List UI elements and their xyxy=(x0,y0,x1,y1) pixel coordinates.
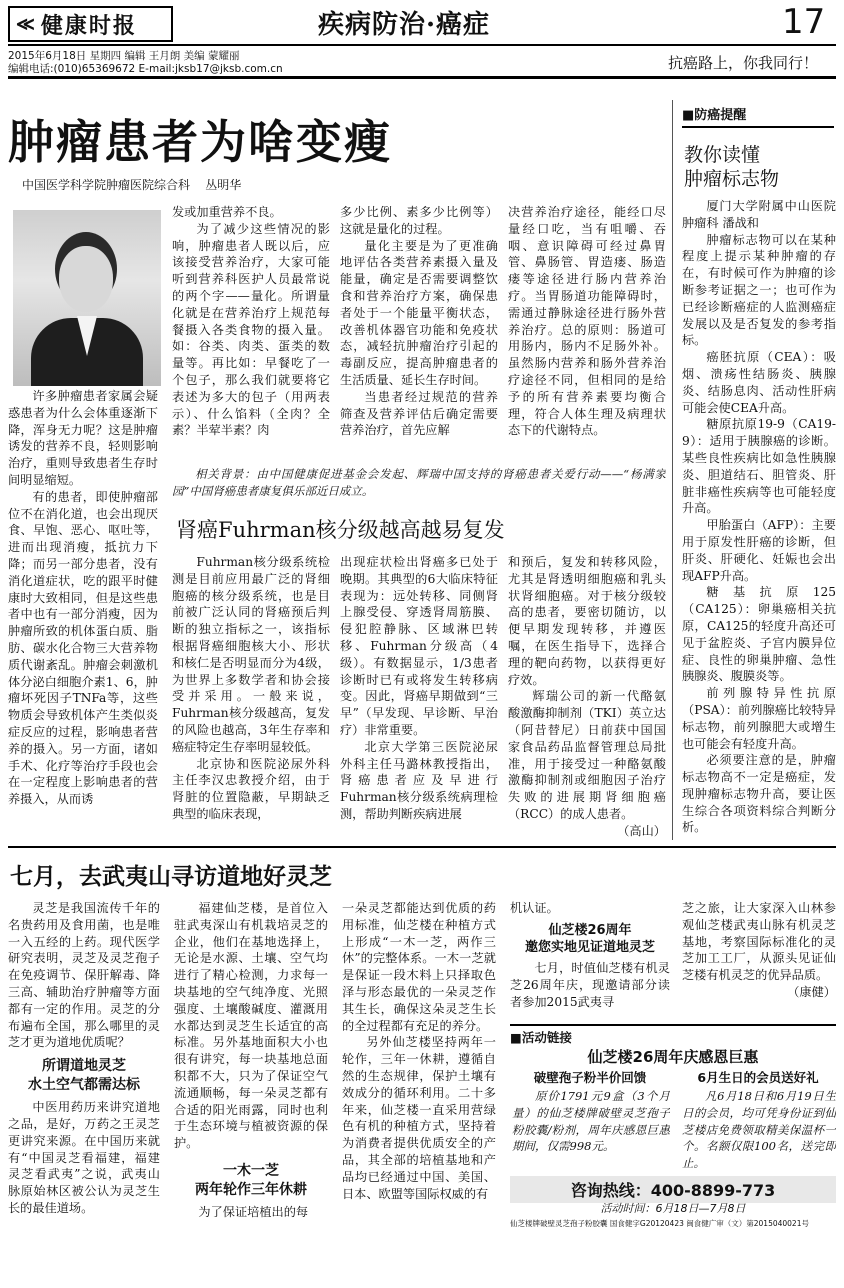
date-line: 2015年6月18日 星期四 编辑 王月朗 美编 蒙耀丽 xyxy=(8,50,240,62)
main-headline: 肿瘤患者为啥变瘦 xyxy=(8,115,392,169)
author-signature: （高山） xyxy=(617,823,666,838)
footnote: 仙芝楼牌破壁灵芝孢子粉胶囊 国食健字G20120423 闽食健广审（文）第2015040021号 xyxy=(510,1219,809,1228)
paragraph: 当患者经过规范的营养筛查及营养评估后确定需要营养治疗，首先应解 xyxy=(340,389,498,438)
main-col-1 xyxy=(8,388,158,840)
activity-right-title: 6月生日的会员送好礼 xyxy=(697,1070,819,1085)
subheading: 两年轮作三年休耕 xyxy=(195,1181,307,1198)
activity-right-text: 凡6月18日和6月19日生日的会员，均可凭身份证到仙芝楼店免费领取精美保温杯一个。名额仅限100名，送完即止。 xyxy=(682,1089,836,1171)
paragraph: 芝之旅，让大家深入山林参观仙芝楼武夷山脉有机灵芝基地，考察国际标准化的灵芝加工工厂，从源头见证仙芝楼有机灵芝的优异品质。 xyxy=(682,901,836,983)
subheading: 一木一芝 xyxy=(223,1162,279,1179)
paragraph: 多少比例、素多少比例等）这就是量化的过程。 xyxy=(340,205,498,236)
activity-left-text: 原价1791元9盒（3个月量）的仙芝楼牌破壁灵芝孢子粉胶囊/粉剂，周年庆感恩巨惠期间，仅需998元。 xyxy=(512,1089,670,1154)
sidebar-headline-2: 肿瘤标志物 xyxy=(684,168,780,190)
activity-title: 仙芝楼26周年庆感恩巨惠 xyxy=(587,1048,759,1066)
sidebar-body xyxy=(682,198,836,840)
paragraph: 发或加重营养不良。 xyxy=(172,205,282,219)
paragraph: 北京协和医院泌尿外科主任李汉忠教授介绍，由于肾脏的位置隐蔽，早期缺乏典型的临床表现， xyxy=(172,756,330,821)
sidebar-headline-1: 教你读懂 xyxy=(684,144,761,166)
hotline: 咨询热线：400-8899-773 xyxy=(510,1176,836,1203)
square-bullet-icon: ■ xyxy=(510,1030,522,1045)
paragraph: 甲胎蛋白（AFP）：主要用于原发性肝癌的诊断，但肝炎、肝硬化、妊娠也会出现AFP升高。 xyxy=(682,518,836,583)
masthead-logo: ≪ 健康时报 xyxy=(8,6,173,42)
paragraph: 决营养治疗途径，能经口尽量经口吃，当有咀嚼、吞咽、意识障碍可经过鼻胃管、鼻肠管、胃造瘘、肠造瘘等途径进行肠内营养治疗。当胃肠道功能障碍时，需通过静脉途径进行肠外营养治疗。总的原则：肠道可用肠内，肠内不足肠外补。虽然肠内营养和肠外营养治疗途径不同，但相同的是给予的所有营养素要均衡合理，符合人体生理及病理状态下的代谢特点。 xyxy=(508,205,666,438)
related-note: 相关背景：由中国健康促进基金会发起、辉瑞中国支持的肾癌患者关爱行动——“杨满家园”中国肾癌患者康复俱乐部近日成立。 xyxy=(172,467,666,498)
lingzhi-col-4 xyxy=(510,900,670,1018)
fuhrman-col-3 xyxy=(508,554,666,840)
author-signature: （康健） xyxy=(787,984,836,999)
paragraph: 糖基抗原125（CA125）：卵巢癌相关抗原，CA125的轻度升高还可见于盆腔炎、子宫内膜异位症、良性的卵巢肿瘤、急性胰腺炎、腹膜炎等。 xyxy=(682,585,836,684)
lingzhi-headline: 七月，去武夷山寻访道地好灵芝 xyxy=(10,863,332,890)
page-number: 17 xyxy=(782,2,826,42)
paragraph: 七月，时值仙芝楼有机灵芝26周年庆，现邀请部分读者参加2015武夷寻 xyxy=(510,961,670,1009)
paragraph: Fuhrman核分级系统检测是目前应用最广泛的肾细胞癌的核分级系统，也是目前被广泛认同的肾癌预后判断的独立指标之一，该指标根据肾癌细胞核大小、形状和核仁是否明显而分为4级，为世界上多数学者和协会接受并采用。一般来说，Fuhrman核分级越高，复发的风险也越高，3年生存率和癌症特定生存率明显较低。 xyxy=(172,555,330,754)
lingzhi-col-2 xyxy=(174,900,328,1262)
paragraph: 肿瘤标志物可以在某种程度上提示某种肿瘤的存在，有时候可作为肿瘤的诊断参考证据之一；也可作为已经诊断癌症的人监测癌症发展以及是否复发的参考指标。 xyxy=(682,232,836,348)
fuhrman-col-2 xyxy=(340,554,498,840)
activity-time: 活动时间：6月18日—7月8日 xyxy=(600,1202,746,1215)
fuhrman-headline: 肾癌Fuhrman核分级越高越易复发 xyxy=(176,518,505,542)
activity-tag: ■活动链接 xyxy=(510,1024,836,1046)
contact-line: 编辑电话:(010)65369672 E-mail:jksb17@jksb.com.cn xyxy=(8,63,283,75)
sidebar-byline: 厦门大学附属中山医院肿瘤科 潘战和 xyxy=(682,199,836,230)
slogan: 抗癌路上，你我同行！ xyxy=(668,54,819,72)
lingzhi-col-1 xyxy=(8,900,160,1262)
paragraph: 为了减少这些情况的影响，肿瘤患者人既以后，应该接受营养治疗，大家可能听到营养科医护人员最常说的两个字——量化。所谓量化就是在营养治疗上规范每餐摄入各类食物的摄入量。如：谷类、肉类、蛋类的数量等。再比如：早餐吃了一个包子，那么我们就要将它表述为多大的包子（用两表示）、什么馅料（全肉？全素？半荤半素？肉 xyxy=(172,221,330,438)
box-title: 仙芝楼26周年 xyxy=(548,922,632,938)
paragraph: 为了保证培植出的每 xyxy=(198,1204,309,1219)
section-rule xyxy=(8,846,836,848)
paragraph: 机认证。 xyxy=(510,901,559,915)
paragraph: 和预后，复发和转移风险，尤其是肾透明细胞癌和乳头状肾细胞癌。对于核分级较高的患者，要密切随访，以便早期发现转移，并遵医嘱，在医生指导下，选择合理的靶向药物，以获得更好疗效。 xyxy=(508,555,666,687)
paragraph: 必须要注意的是，肿瘤标志物高不一定是癌症，发现肿瘤标志物升高，要让医生综合各项资料综合判断分析。 xyxy=(682,753,836,835)
chevron-logo-icon: ≪ xyxy=(16,13,37,35)
box-title: 邀您实地见证道地灵芝 xyxy=(524,939,655,955)
lingzhi-col-3 xyxy=(342,900,496,1262)
sidebar-tag: ■防癌提醒 xyxy=(682,104,834,128)
square-bullet-icon: ■ xyxy=(682,108,695,123)
main-byline: 中国医学科学院肿瘤医院综合科 丛明华 xyxy=(22,178,242,192)
lingzhi-col-5 xyxy=(682,900,836,1018)
paragraph: 前列腺特异性抗原（PSA）：前列腺癌比较特异标志物，前列腺肥大或增生也可能会有轻度升高。 xyxy=(682,686,836,751)
section-title: 疾病防治·癌症 xyxy=(318,10,491,40)
main-col-2 xyxy=(172,204,330,456)
masthead-bottom-rule xyxy=(8,76,836,79)
sidebar-divider xyxy=(672,100,673,840)
paragraph: 有的患者，即使肿瘤部位不在消化道，也会出现厌食、早饱、恶心、呕吐等，进而出现消瘦，抵抗力下降；而另一部分患者，没有消化道症状，吃的跟平时健康时大致相同，但是这些患者中也有一部分消瘦，因为肿瘤所致的机体蛋白质、脂肪、碳水化合物三大营养物质代谢紊乱。肿瘤会刺激机体分泌白细胞介素1、6，肿瘤坏死因子TNFa等，这些物质会导致机体产生类似炎症反应的过程，影响患者营养的摄入。另一方面，诸如手术、化疗等治疗手段也会在一定程度上影响患者的营养摄入，从而诱 xyxy=(8,489,158,807)
main-col-4 xyxy=(508,204,666,456)
paragraph: 许多肿瘤患者家属会疑惑患者为什么会体重逐渐下降，浑身无力呢？这是肿瘤诱发的营养不良，轻则影响治疗，重则导致患者生存时间明显缩短。 xyxy=(8,389,158,487)
paragraph: 另外仙芝楼坚持两年一轮作，三年一休耕，遵循自然的生态规律，保护土壤有效成分的循环利用。二十多年来，仙芝楼一直采用营绿色有机的种植方式，坚持着为消费者提供优质安全的产品，其全部的培植基地和产品均已经通过中国、美国、日本、欧盟等国际权威的有 xyxy=(342,1035,496,1201)
paragraph: 糖原抗原19-9（CA19-9）：适用于胰腺癌的诊断。某些良性疾病比如急性胰腺炎、胆道结石、胆管炎、肝脏非癌性疾病等也可能轻度升高。 xyxy=(682,417,836,516)
paragraph: 北京大学第三医院泌尿外科主任马潞林教授指出，肾癌患者应及早进行Fuhrman核分级系统病理检测，帮助判断疾病进展 xyxy=(340,739,498,821)
paragraph: 福建仙芝楼，是首位入驻武夷深山有机栽培灵芝的企业，他们在基地选择上，无论是水源、土壤、空气均进行了精心检测，力求每一块基地的空气纯净度、光照强度、土壤酸碱度、灌溉用水都达到灵芝生长适宜的高标准。另外基地面积大小也很有讲究，每一块基地总面积都不大，只为了保证空气流通顺畅，每一朵灵芝都有合适的阳光雨露，同时也利于生态环境与植被资源的保护。 xyxy=(174,901,328,1151)
main-col-3 xyxy=(340,204,498,456)
fuhrman-col-1 xyxy=(172,554,330,840)
portrait-photo xyxy=(13,210,161,386)
paragraph: 辉瑞公司的新一代酪氨酸激酶抑制剂（TKI）英立达（阿昔替尼）日前获中国国家食品药品监督管理总局批准，用于接受过一种酪氨酸激酶抑制剂或细胞因子治疗失败的进展期肾细胞癌（RCC）的成人患者。 xyxy=(508,689,666,821)
activity-left-title: 破壁孢子粉半价回馈 xyxy=(533,1070,647,1085)
paragraph: 量化主要是为了更准确地评估各类营养素摄入量及能量，确定是否需要调整饮食和营养治疗方案，确保患者处于一个能量平衡状态，改善机体器官功能和免疫状态，减轻抗肿瘤治疗引起的毒副反应，提高肿瘤患者的生活质量、延长生存时间。 xyxy=(340,238,498,387)
paragraph: 中医用药历来讲究道地之品，是好，万药之王灵芝更讲究来源。在中国历来就有“中国灵芝看福建，福建灵芝看武夷”之说，武夷山脉原始林区被公认为灵芝生长的最佳道场。 xyxy=(8,1100,160,1215)
masthead-rule xyxy=(8,44,836,46)
subheading: 水土空气都需达标 xyxy=(28,1077,140,1094)
subheading: 所谓道地灵芝 xyxy=(42,1058,126,1075)
paragraph: 癌胚抗原（CEA）：吸烟、溃疡性结肠炎、胰腺炎、结肠息肉、活动性肝病可能会使CEA升高。 xyxy=(682,350,836,415)
paragraph: 一朵灵芝都能达到优质的药用标准，仙芝楼在种植方式上形成“一木一芝，两作三休”的完整体系。一木一芝就是保证一段木料上只择取色泽与形态最优的一朵灵芝作其生长，确保这朵灵芝生长的全过程都有充足的养分。 xyxy=(342,901,496,1033)
paragraph: 灵芝是我国流传千年的名贵药用及食用菌，也是唯一入五经的上药。现代医学研究表明，灵芝及灵芝孢子在免疫调节、保肝解毒、降三高、辅助治疗肿瘤等方面都有一定的作用。灵芝的分布遍布全国，那么哪里的灵芝才更为道地优质呢？ xyxy=(8,901,160,1050)
paragraph: 出现症状检出肾癌多已处于晚期。其典型的6大临床特征表现为：远处转移、同侧肾上腺受侵、穿透肾周筋膜、侵犯腔静脉、区域淋巴转移、Fuhrman分级高（4级）。有数据显示，1/3患者诊断时已有或将发生转移病变。因此，肾癌早期做到“三早”（早发现、早诊断、早治疗）非常重要。 xyxy=(340,555,498,737)
